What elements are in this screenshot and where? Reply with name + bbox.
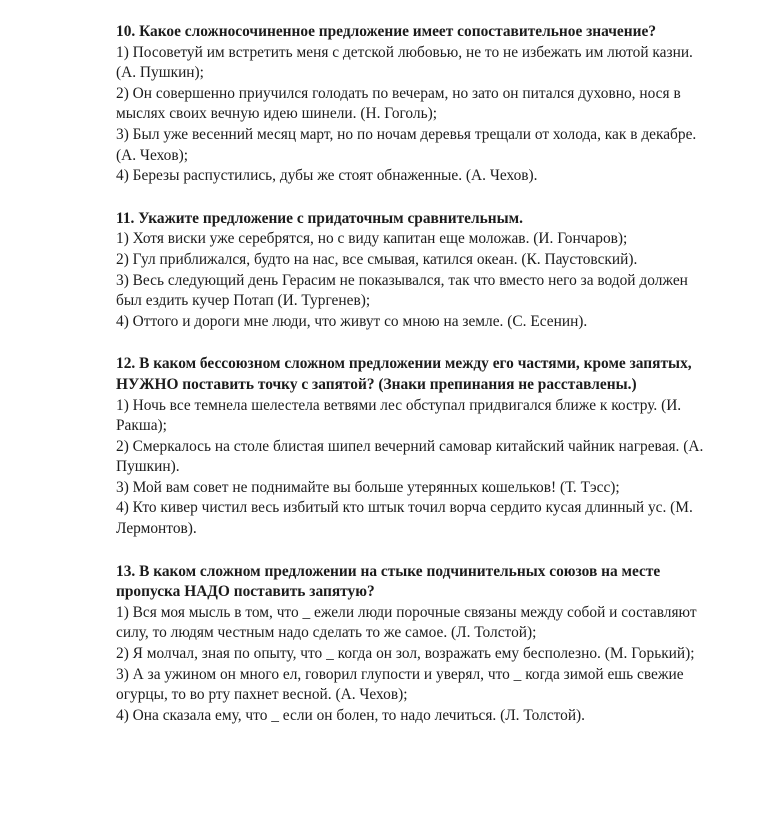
answer-option: 4) Она сказала ему, что _ если он болен, то надо лечиться. (Л. Толстой). xyxy=(116,706,586,724)
answer-option: 3) А за ужином он много ел, говорил глупости и уверял, что _ когда зимой ешь свежие огурцы, то во рту пахнет весной. (А. Чехов); xyxy=(116,665,684,704)
answer-option: 4) Кто кивер чистил весь избитый кто штык точил ворча сердито кусая длинный ус. (М. Лермонтов). xyxy=(116,499,693,538)
answer-option: 3) Мой вам совет не поднимайте вы больше утерянных кошельков! (Т. Тэсс); xyxy=(116,478,620,496)
question-10 xyxy=(116,22,712,187)
answer-option: 2) Он совершенно приучился голодать по вечерам, но зато он питался духовно, нося в мыслях своих вечную идею шинели. (Н. Гоголь); xyxy=(116,84,681,123)
question-title: 11. Укажите предложение с придаточным сравнительным. xyxy=(116,209,523,227)
question-title: 12. В каком бессоюзном сложном предложении между его частями, кроме запятых, НУЖНО поставить точку с запятой? (Знаки препинания не расставлены.) xyxy=(116,355,692,393)
answer-option: 2) Я молчал, зная по опыту, что _ когда он зол, возражать ему бесполезно. (М. Горький); xyxy=(116,645,695,663)
question-title: 13. В каком сложном предложении на стыке подчинительных союзов на месте пропуска НАДО поставить запятую? xyxy=(116,562,661,601)
document-page xyxy=(116,22,712,748)
answer-option: 2) Гул приближался, будто на нас, все смывая, катился океан. (К. Паустовский). xyxy=(116,250,638,268)
answer-option: 3) Был уже весенний месяц март, но по ночам деревья трещали от холода, как в декабре. (А. Чехов); xyxy=(116,125,697,164)
answer-option: 3) Весь следующий день Герасим не показывался, так что вместо него за водой должен был ездить кучер Потап (И. Тургенев); xyxy=(116,271,688,310)
answer-option: 2) Смеркалось на столе блистая шипел вечерний самовар китайский чайник нагревая. (А. Пушкин). xyxy=(116,437,704,476)
answer-option: 1) Вся моя мысль в том, что _ ежели люди порочные связаны между собой и составляют силу, то людям честным надо сделать то же самое. (Л. Толстой); xyxy=(116,603,697,642)
question-13 xyxy=(116,562,712,727)
answer-option: 1) Хотя виски уже серебрятся, но с виду капитан еще моложав. (И. Гончаров); xyxy=(116,230,628,248)
question-title: 10. Какое сложносочиненное предложение имеет сопоставительное значение? xyxy=(116,23,657,40)
answer-option: 1) Посоветуй им встретить меня с детской любовью, не то не избежать им лютой казни. (А. Пушкин); xyxy=(116,43,693,82)
answer-option: 4) Оттого и дороги мне люди, что живут со мною на земле. (С. Есенин). xyxy=(116,312,588,330)
question-12 xyxy=(116,354,712,539)
answer-option: 4) Березы распустились, дубы же стоят обнаженные. (А. Чехов). xyxy=(116,167,538,185)
question-11 xyxy=(116,209,712,333)
answer-option: 1) Ночь все темнела шелестела ветвями лес обступал придвигался ближе к костру. (И. Ракша); xyxy=(116,396,682,435)
